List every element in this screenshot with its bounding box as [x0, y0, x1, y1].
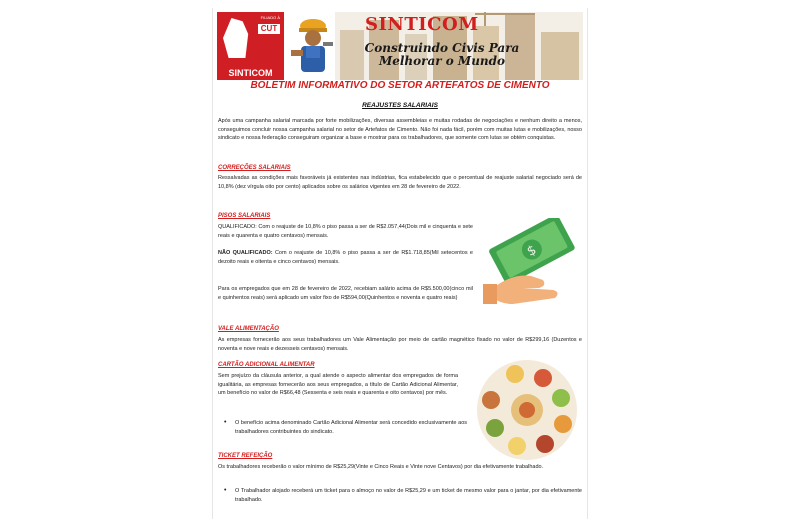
section-title-cartao: CARTÃO ADICIONAL ALIMENTAR	[218, 362, 315, 368]
svg-text:$: $	[524, 242, 540, 260]
piso-acima-5500: Para os empregados que em 28 de fevereiro de 2022, recebiam salário acima de R$5.500,00(cinco mil e quinhentos reais) será aplicado um valor fixo de R$594,00(Quinhentos e noventa e quatro reais)	[218, 286, 473, 301]
food-plate-icon	[475, 358, 579, 462]
document-page	[212, 8, 588, 519]
cartao-bullet: • O benefício acima denominado Cartão Adicional Alimentar será concedido exclusivamente aos trabalhadores contribuintes do sindicato.	[235, 419, 467, 436]
section-text-cartao: Sem prejuízo da cláusula anterior, a qual atende o aspecto alimentar dos empregados de forma igualitária, as empresas fornecerão aos seus empregados, a título de Cartão Adicional Alimentar, um benefício no valor de R$66,48 (Sessenta e seis reais e quarenta e oito centavos) por mês.	[218, 373, 458, 397]
logo-name: SINTICOM	[228, 68, 273, 78]
header-banner	[217, 12, 583, 80]
cut-badge: CUT	[258, 24, 280, 34]
section-title-correcoes: CORREÇÕES SALARIAIS	[218, 165, 291, 171]
banner-title: SINTICOM	[365, 14, 479, 35]
bulletin-subheading: REAJUSTES SALARIAIS	[362, 102, 438, 109]
piso-qualificado: QUALIFICADO: Com o reajuste de 10,8% o piso passa a ser de R$2.057,44(Dois mil e cinquenta e sete reais e quarenta e quatro centavos) mensais.	[218, 224, 473, 239]
intro-paragraph: Após uma campanha salarial marcada por forte mobilizações, diversas assembleias e muitas rodadas de negociações e nenhum direito a menos, conseguimos concluir nossa campanha salarial no setor de Artefatos de Cimento. Não foi nada fácil, porém com muitas lutas e mobilizações, nosso sindicato e nossa federação conseguiram organizar a base e mostrar para os trabalhadores, que somente com lutas se obtém conquistas.	[218, 118, 582, 142]
ticket-bullet: • O Trabalhador alojado receberá um ticket para o almoço no valor de R$25,29 e um ticket de mesmo valor para o jantar, por dia efetivamente trabalhado.	[235, 487, 582, 504]
piso-nao-qualificado-text: Com o reajuste de 10,8% o piso passa a ser de R$1.718,85(Mil setecentos e dezoito reais e oitenta e cinco centavos) mensais.	[218, 250, 473, 265]
section-title-pisos: PISOS SALARIAIS	[218, 213, 271, 219]
section-text-correcoes: Ressalvadas as condições mais favoráveis já existentes nas indústrias, fica estabelecido que o percentual de reajuste salarial negociado será de 10,8% (dez vírgula oito por cento) aplicados sobre os salários vigentes em 28 de fevereiro de 2022.	[218, 175, 582, 190]
bulletin-heading: BOLETIM INFORMATIVO DO SETOR ARTEFATOS DE CIMENTO	[250, 80, 550, 91]
section-title-vale: VALE ALIMENTAÇÃO	[218, 326, 279, 332]
section-text-vale: As empresas fornecerão aos seus trabalhadores um Vale Alimentação por meio de cartão magnético fixado no valor de R$299,16 (Duzentos e noventa e nove reais e dezesseis centavos) mensais.	[218, 337, 582, 352]
piso-nao-qualificado-label: NÃO QUALIFICADO:	[218, 250, 273, 256]
construction-worker-icon	[291, 16, 335, 76]
section-text-ticket: Os trabalhadores receberão o valor mínimo de R$25,29(Vinte e Cinco Reais e Vinte nove Centavos) por dia efetivamente trabalhado.	[218, 464, 544, 470]
worker-silhouette-icon	[223, 18, 251, 58]
piso-nao-qualificado	[218, 249, 473, 266]
section-title-ticket: TICKET REFEIÇÃO	[218, 453, 273, 459]
logo-affiliation: FILIADO À	[260, 15, 280, 20]
union-logo	[217, 12, 284, 80]
banner-subtitle: Construindo Civis Para Melhorar o Mundo	[364, 41, 520, 68]
money-hand-icon	[483, 218, 583, 308]
